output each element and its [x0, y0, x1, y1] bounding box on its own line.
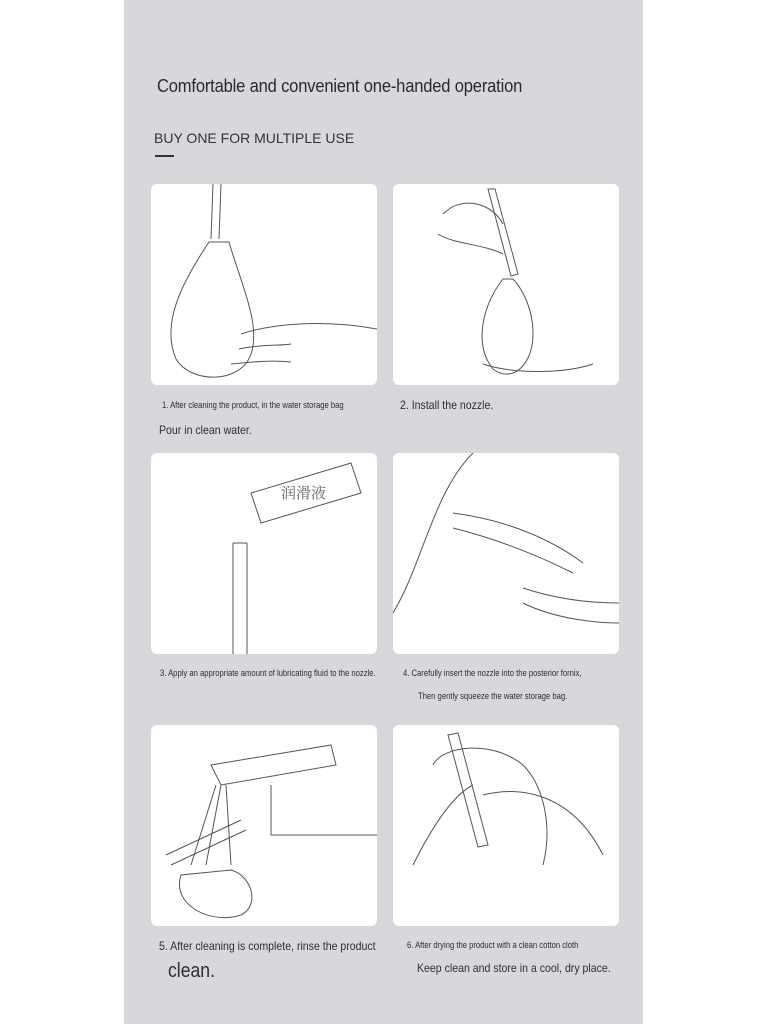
step-3-caption: 3. Apply an appropriate amount of lubricating fluid to the nozzle. — [160, 668, 376, 678]
step-1-caption-line2: Pour in clean water. — [159, 423, 252, 437]
step-5-caption: 5. After cleaning is complete, rinse the product — [159, 939, 376, 953]
step-6-caption-line2: Keep clean and store in a cool, dry place. — [417, 961, 611, 975]
subtitle-underline — [155, 155, 174, 157]
bottle-label: 润滑液 — [281, 485, 327, 502]
step-2-illustration — [393, 184, 619, 385]
step-1-illustration — [151, 184, 377, 385]
step-4-caption: 4. Carefully insert the nozzle into the posterior fornix, — [403, 668, 582, 678]
step-2-caption: 2. Install the nozzle. — [400, 398, 494, 412]
step-3-illustration — [151, 453, 377, 654]
step-1-caption: 1. After cleaning the product, in the water storage bag — [162, 400, 344, 410]
subtitle: BUY ONE FOR MULTIPLE USE — [154, 130, 355, 146]
step-5-illustration — [151, 725, 377, 926]
page-title: Comfortable and convenient one-handed operation — [157, 76, 523, 96]
step-4-illustration — [393, 453, 619, 654]
step-6-caption: 6. After drying the product with a clean cotton cloth — [407, 940, 579, 950]
step-6-illustration — [393, 725, 619, 926]
step-4-caption-line2: Then gently squeeze the water storage bag. — [418, 691, 568, 701]
step-5-caption-line2: clean. — [168, 960, 215, 982]
